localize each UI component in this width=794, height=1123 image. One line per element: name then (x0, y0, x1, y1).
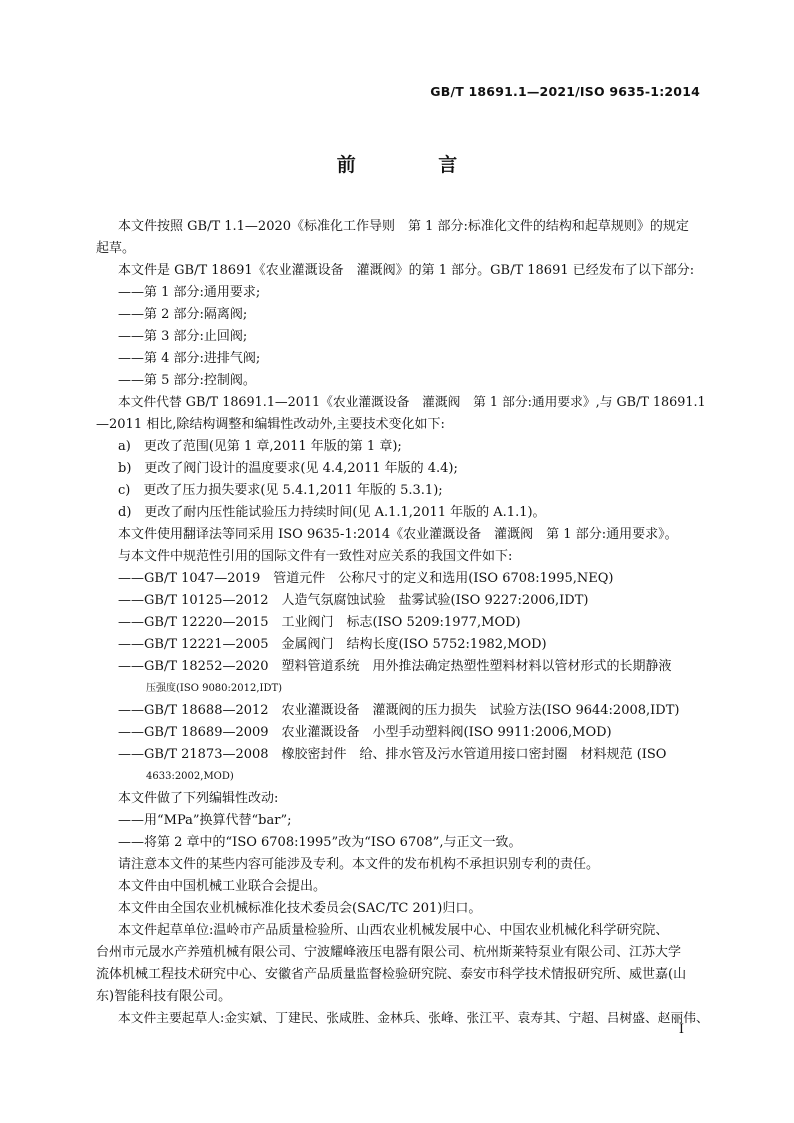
document-body (96, 216, 709, 1030)
text-line: 东)智能科技有限公司。 (96, 989, 232, 1004)
text-line: ——GB/T 12221—2005 金属阀门 结构长度(ISO 5752:1982,MOD) (118, 637, 547, 652)
text-line: 本文件主要起草人:金实斌、丁建民、张咸胜、金林兵、张峰、张江平、袁寿其、宁超、吕树盛、赵丽伟、 (118, 1011, 709, 1026)
text-line: 本文件按照 GB/T 1.1—2020《标准化工作导则 第 1 部分:标准化文件的结构和起草规则》的规定 (118, 219, 689, 234)
text-line: 与本文件中规范性引用的国际文件有一致性对应关系的我国文件如下: (118, 549, 513, 564)
text-line: 本文件使用翻译法等同采用 ISO 9635-1:2014《农业灌溉设备 灌溉阀 第 1 部分:通用要求》。 (118, 527, 678, 542)
text-line: ——GB/T 21873—2008 橡胶密封件 给、排水管及污水管道用接口密封圈 材料规范 (ISO (118, 747, 667, 762)
text-line: ——GB/T 18252—2020 塑料管道系统 用外推法确定热塑性塑料材料以管材形式的长期静液 (118, 659, 672, 674)
text-line: 本文件起草单位:温岭市产品质量检验所、山西农业机械发展中心、中国农业机械化科学研究院、 (118, 923, 669, 938)
document-header: GB/T 18691.1—2021/ISO 9635-1:2014 (430, 84, 700, 99)
text-line: d) 更改了耐内压性能试验压力持续时间(见 A.1.1,2011 年版的 A.1.1)。 (118, 505, 546, 520)
text-line: 本文件由中国机械工业联合会提出。 (118, 879, 327, 894)
text-line: ——第 4 部分:进排气阀; (118, 351, 261, 366)
text-line: ——第 5 部分:控制阀。 (118, 373, 256, 388)
text-line: 请注意本文件的某些内容可能涉及专利。本文件的发布机构不承担识别专利的责任。 (118, 857, 600, 872)
page-title: 前 言 (336, 154, 496, 176)
text-line: 本文件代替 GB/T 18691.1—2011《农业灌溉设备 灌溉阀 第 1 部分:通用要求》,与 GB/T 18691.1 (118, 395, 706, 410)
text-line: 本文件由全国农业机械标准化技术委员会(SAC/TC 201)归口。 (118, 901, 482, 916)
text-line: 本文件做了下列编辑性改动: (118, 791, 279, 806)
text-line: ——第 1 部分:通用要求; (118, 285, 261, 300)
text-line: —2011 相比,除结构调整和编辑性改动外,主要技术变化如下: (96, 417, 445, 432)
text-line: ——GB/T 12220—2015 工业阀门 标志(ISO 5209:1977,MOD) (118, 615, 521, 630)
text-line: ——GB/T 1047—2019 管道元件 公称尺寸的定义和选用(ISO 6708:1995,NEQ) (118, 571, 614, 586)
text-line: ——将第 2 章中的“ISO 6708:1995”改为“ISO 6708”,与正文一致。 (118, 835, 522, 850)
text-line: ——GB/T 18688—2012 农业灌溉设备 灌溉阀的压力损失 试验方法(ISO 9644:2008,IDT) (118, 703, 680, 718)
text-line: c) 更改了压力损失要求(见 5.4.1,2011 年版的 5.3.1); (118, 483, 443, 498)
text-line: ——第 3 部分:止回阀; (118, 329, 248, 344)
text-line: 本文件是 GB/T 18691《农业灌溉设备 灌溉阀》的第 1 部分。GB/T 18691 已经发布了以下部分: (118, 263, 695, 278)
text-line: 压强度(ISO 9080:2012,IDT) (146, 683, 283, 694)
text-line: a) 更改了范围(见第 1 章,2011 年版的第 1 章); (118, 439, 402, 454)
text-line: 起草。 (96, 241, 136, 256)
page-number: I (678, 1022, 684, 1037)
text-line: 流体机械工程技术研究中心、安徽省产品质量监督检验研究院、泰安市科学技术情报研究所、威世嘉(山 (96, 967, 687, 982)
text-line: 台州市元晟水产养殖机械有限公司、宁波耀峰液压电器有限公司、杭州斯莱特泵业有限公司、江苏大学 (96, 945, 682, 960)
text-line: ——用“MPa”换算代替“bar”; (118, 813, 292, 828)
text-line: ——第 2 部分:隔离阀; (118, 307, 248, 322)
text-line: ——GB/T 18689—2009 农业灌溉设备 小型手动塑料阀(ISO 9911:2006,MOD) (118, 725, 612, 740)
text-line: b) 更改了阀门设计的温度要求(见 4.4,2011 年版的 4.4); (118, 461, 458, 476)
text-line: 4633:2002,MOD) (146, 771, 234, 782)
text-line: ——GB/T 10125—2012 人造气氛腐蚀试验 盐雾试验(ISO 9227:2006,IDT) (118, 593, 589, 608)
